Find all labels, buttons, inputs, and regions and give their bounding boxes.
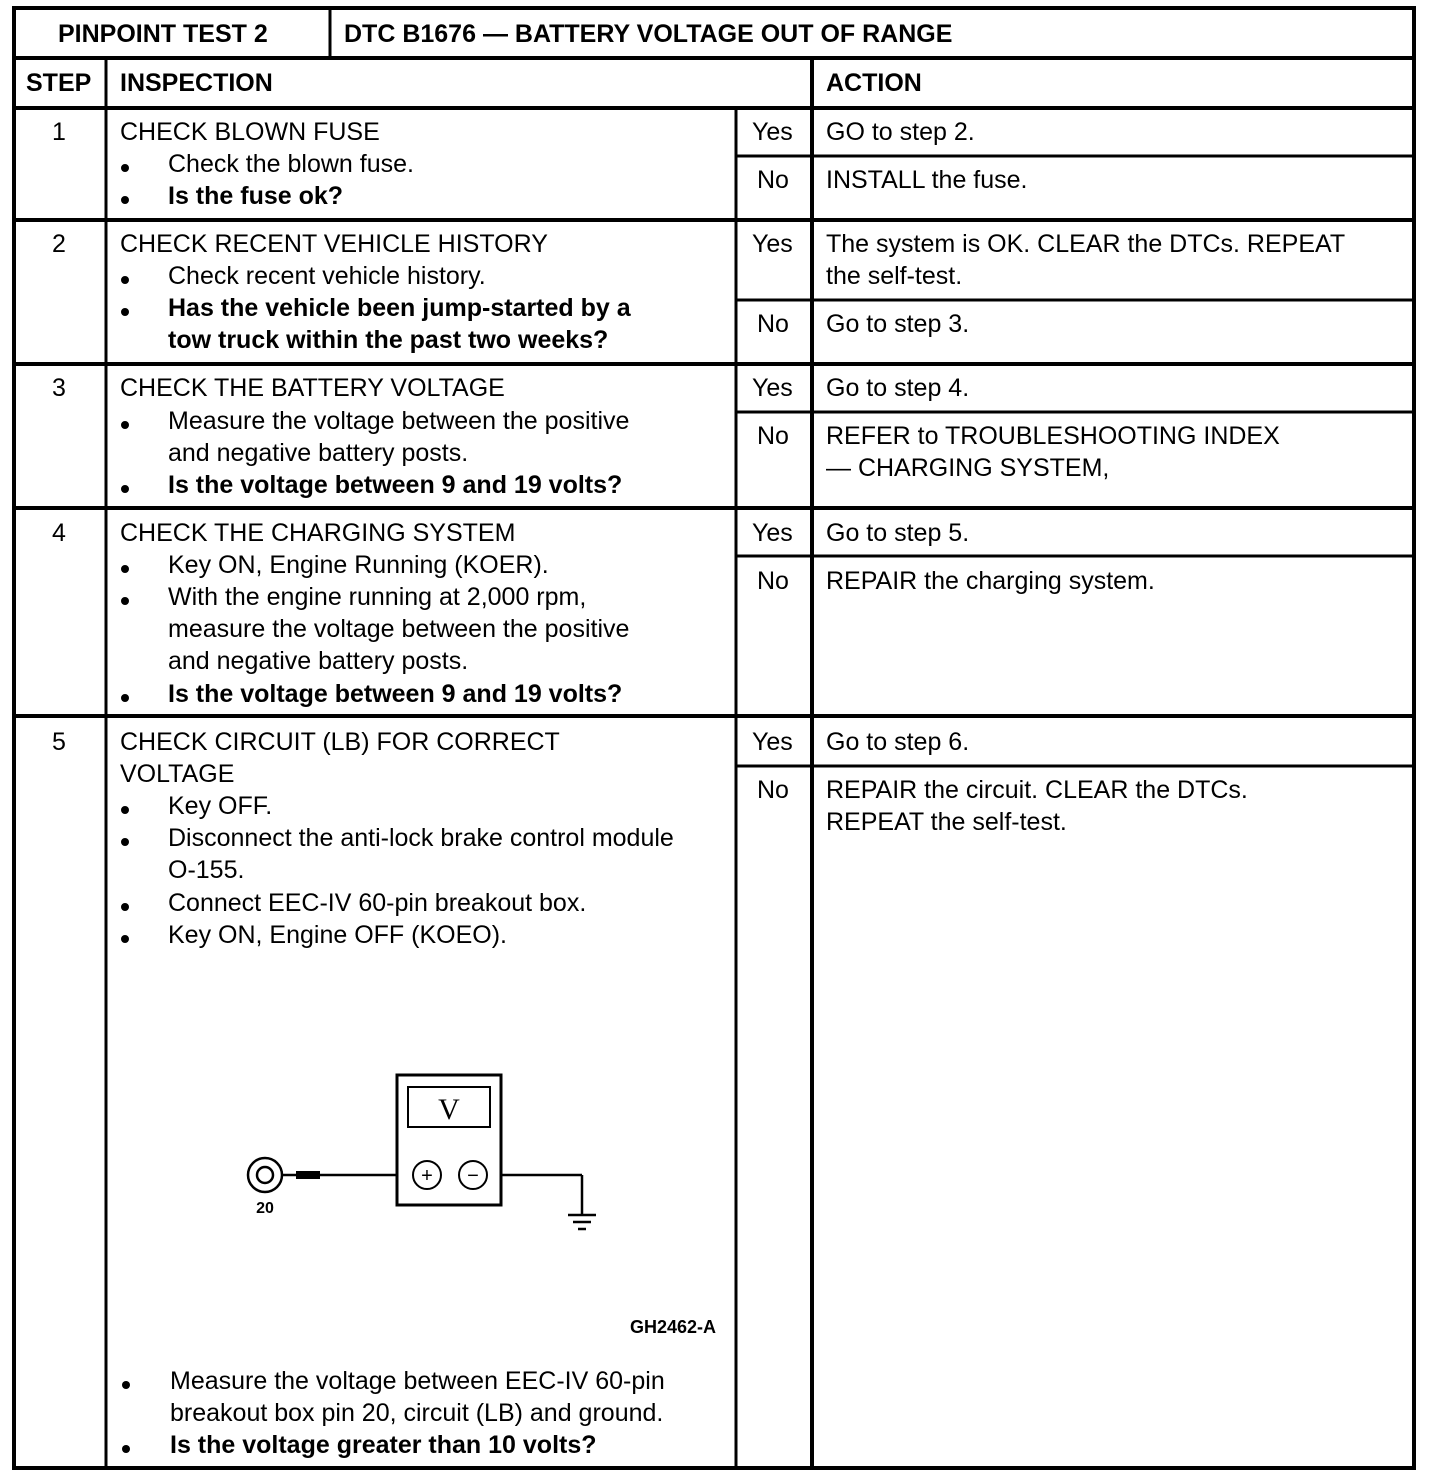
bullet-icon — [121, 565, 129, 573]
inspection-line: Check the blown fuse. — [168, 150, 414, 178]
answer-yes-label: Yes — [752, 519, 793, 547]
bullet-icon — [121, 935, 129, 943]
answer-yes-label: Yes — [752, 374, 793, 402]
action-text: the self-test. — [826, 262, 963, 290]
bullet-icon — [121, 694, 129, 702]
step-title: CHECK CIRCUIT (LB) FOR CORRECT — [120, 728, 560, 756]
inspection-line: Measure the voltage between the positive — [168, 407, 630, 435]
answer-no-label: No — [757, 310, 789, 338]
answer-no-label: No — [757, 567, 789, 595]
step-title: CHECK BLOWN FUSE — [120, 118, 380, 146]
action-text: GO to step 2. — [826, 118, 975, 146]
step-number: 5 — [52, 728, 66, 756]
step-title: CHECK THE CHARGING SYSTEM — [120, 519, 516, 547]
inspection-question: tow truck within the past two weeks? — [168, 326, 609, 354]
step-number: 1 — [52, 118, 66, 146]
inspection-line: Disconnect the anti-lock brake control module — [168, 824, 674, 852]
action-text: Go to step 3. — [826, 310, 970, 338]
step-title: VOLTAGE — [120, 760, 235, 788]
bullet-icon — [121, 276, 129, 284]
column-header-step: STEP — [26, 69, 92, 97]
step-number: 3 — [52, 374, 66, 402]
pin-number-label: 20 — [256, 1200, 274, 1217]
step-title: CHECK RECENT VEHICLE HISTORY — [120, 230, 548, 258]
answer-no-label: No — [757, 166, 789, 194]
inspection-line: Key ON, Engine OFF (KOEO). — [168, 921, 507, 949]
pin-connector-icon — [248, 1158, 282, 1192]
pinpoint-test-label: PINPOINT TEST 2 — [58, 20, 268, 48]
voltmeter-diagram — [230, 1065, 750, 1355]
answer-no-label: No — [757, 422, 789, 450]
inspection-line: O-155. — [168, 856, 245, 884]
bullet-icon — [121, 838, 129, 846]
action-text: REFER to TROUBLESHOOTING INDEX — [826, 422, 1280, 450]
answer-yes-label: Yes — [752, 230, 793, 258]
inspection-line: Measure the voltage between EEC-IV 60-pin — [170, 1367, 665, 1395]
plus-sign: + — [421, 1165, 433, 1187]
meter-symbol: V — [438, 1093, 460, 1126]
bullet-icon — [121, 806, 129, 814]
inspection-question: Is the fuse ok? — [168, 182, 344, 210]
bullet-icon — [121, 308, 129, 316]
inspection-question: Is the voltage greater than 10 volts? — [170, 1431, 597, 1459]
inspection-question: Is the voltage between 9 and 19 volts? — [168, 680, 623, 708]
figure-id: GH2462-A — [629, 1317, 716, 1337]
inspection-line: With the engine running at 2,000 rpm, — [168, 583, 587, 611]
step-title: CHECK THE BATTERY VOLTAGE — [120, 374, 505, 402]
inspection-question: Has the vehicle been jump-started by a — [168, 294, 631, 322]
answer-yes-label: Yes — [752, 118, 793, 146]
inspection-line: Connect EEC-IV 60-pin breakout box. — [168, 889, 587, 917]
answer-no-label: No — [757, 776, 789, 804]
bullet-icon — [122, 1445, 130, 1453]
minus-sign: − — [467, 1165, 479, 1187]
inspection-line: and negative battery posts. — [168, 439, 469, 467]
action-text: REPAIR the charging system. — [826, 567, 1155, 595]
inspection-line: and negative battery posts. — [168, 647, 469, 675]
bullet-icon — [121, 421, 129, 429]
action-text: Go to step 6. — [826, 728, 970, 756]
dtc-title: DTC B1676 — BATTERY VOLTAGE OUT OF RANGE — [344, 20, 953, 48]
action-text: Go to step 5. — [826, 519, 970, 547]
step-number: 2 — [52, 230, 66, 258]
action-text: The system is OK. CLEAR the DTCs. REPEAT — [826, 230, 1346, 258]
action-text: INSTALL the fuse. — [826, 166, 1028, 194]
bullet-icon — [121, 597, 129, 605]
inspection-line: Key OFF. — [168, 792, 273, 820]
action-text: Go to step 4. — [826, 374, 970, 402]
inspection-question: Is the voltage between 9 and 19 volts? — [168, 471, 623, 499]
action-text: REPAIR the circuit. CLEAR the DTCs. — [826, 776, 1248, 804]
step-number: 4 — [52, 519, 66, 547]
column-header-action: ACTION — [826, 69, 922, 97]
action-text: REPEAT the self-test. — [826, 808, 1067, 836]
bullet-icon — [121, 164, 129, 172]
inspection-line: measure the voltage between the positive — [168, 615, 630, 643]
inspection-line: Check recent vehicle history. — [168, 262, 486, 290]
bullet-icon — [121, 903, 129, 911]
inspection-line: breakout box pin 20, circuit (LB) and ground. — [170, 1399, 664, 1427]
action-text: — CHARGING SYSTEM, — [826, 454, 1110, 482]
answer-yes-label: Yes — [752, 728, 793, 756]
bullet-icon — [122, 1381, 130, 1389]
inspection-line: Key ON, Engine Running (KOER). — [168, 551, 549, 579]
column-header-inspection: INSPECTION — [120, 69, 273, 97]
bullet-icon — [121, 485, 129, 493]
ground-icon — [568, 1215, 596, 1229]
bullet-icon — [121, 196, 129, 204]
